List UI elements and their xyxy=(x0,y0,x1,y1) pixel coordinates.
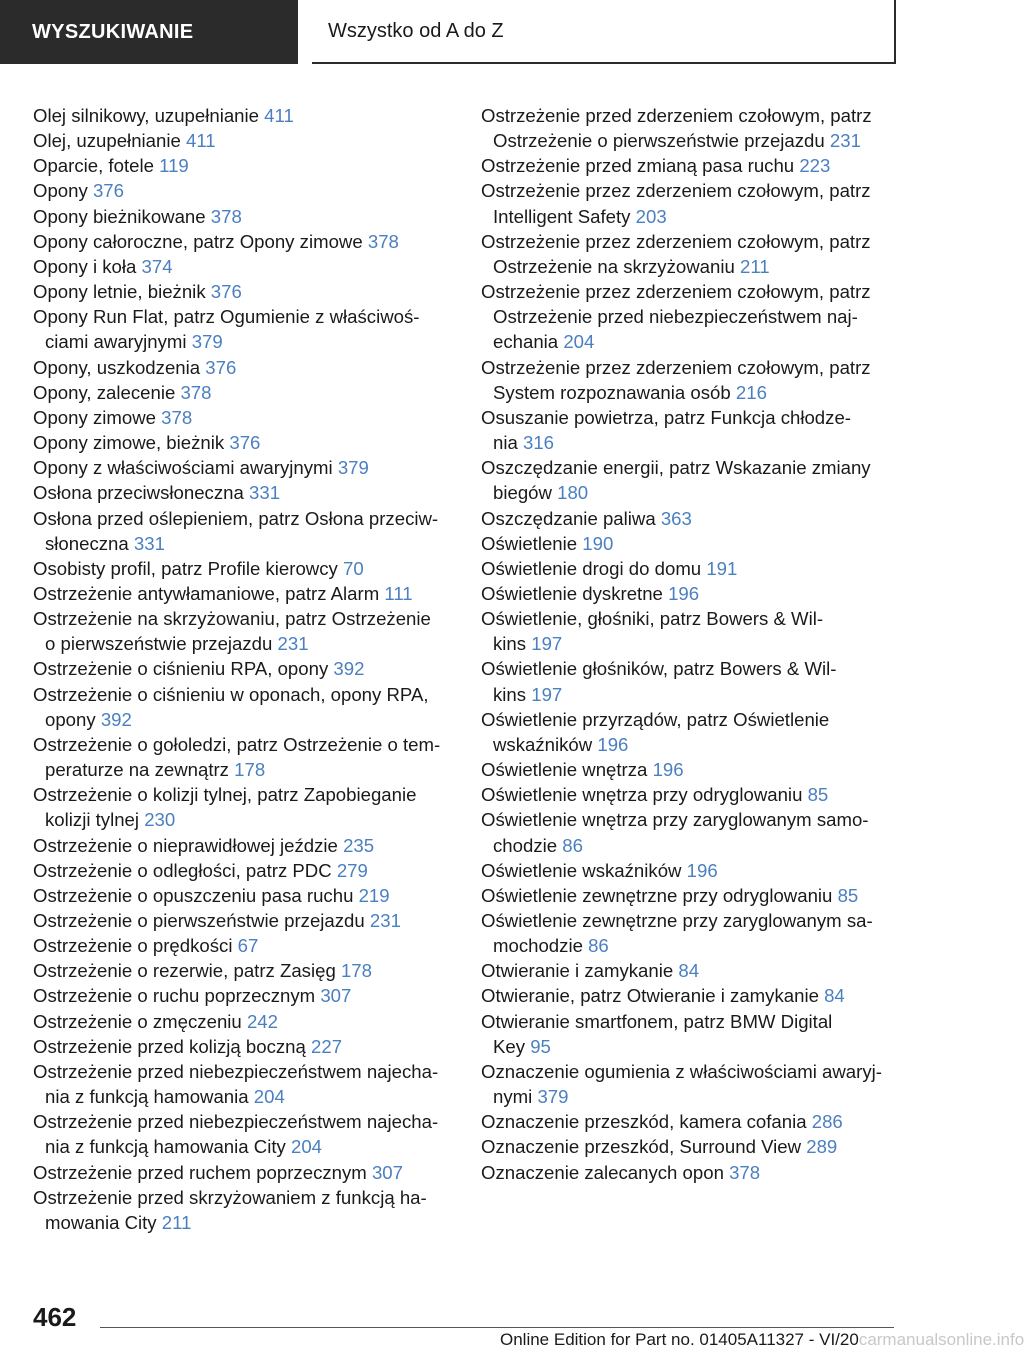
page-link[interactable]: 242 xyxy=(246,1010,278,1032)
page-link[interactable]: 85 xyxy=(807,784,829,806)
index-entry xyxy=(481,153,901,178)
entry-text: Osłona przed oślepieniem, patrz Osłona przeciw- xyxy=(33,507,439,529)
page-link[interactable]: 411 xyxy=(186,130,216,152)
entry-text: Oświetlenie zewnętrzne przy odryglowaniu xyxy=(481,884,833,906)
entry-text: Ostrzeżenie o rezerwie, patrz Zasięg xyxy=(33,960,336,982)
entry-text: Oświetlenie głośników, patrz Bowers & Wil- xyxy=(481,658,837,680)
entry-text: Ostrzeżenie o odległości, patrz PDC xyxy=(33,859,332,881)
index-entry xyxy=(481,757,901,782)
index-entry xyxy=(33,958,453,983)
page-link[interactable]: 219 xyxy=(358,884,390,906)
entry-text: Ostrzeżenie o gołoledzi, patrz Ostrzeżenie o tem- xyxy=(33,733,441,755)
index-entry xyxy=(33,1185,453,1235)
page-header xyxy=(0,0,960,66)
page-link[interactable]: 70 xyxy=(343,557,364,579)
entry-text: Oznaczenie przeszkód, Surround View xyxy=(481,1136,802,1158)
page-link[interactable]: 379 xyxy=(191,331,223,353)
page-link[interactable]: 196 xyxy=(597,733,629,755)
page-link[interactable]: 86 xyxy=(562,834,583,856)
index-column-left xyxy=(33,103,453,1235)
entry-text: biegów xyxy=(493,482,552,504)
page-link[interactable]: 316 xyxy=(523,432,555,454)
entry-text: Ostrzeżenie przed zmianą pasa ruchu xyxy=(481,155,795,177)
index-entry xyxy=(481,707,901,757)
index-entry xyxy=(481,858,901,883)
index-entry xyxy=(481,556,901,581)
page-link[interactable]: 378 xyxy=(210,205,242,227)
entry-text: Intelligent Safety xyxy=(493,205,631,227)
entry-text: Otwieranie smartfonem, patrz BMW Digital xyxy=(481,1010,833,1032)
entry-text: słoneczna xyxy=(45,532,129,554)
index-entry xyxy=(33,983,453,1008)
entry-text: Oświetlenie dyskretne xyxy=(481,582,663,604)
index-entry xyxy=(481,908,901,958)
entry-text: o pierwszeństwie przejazdu xyxy=(45,633,273,655)
page-link[interactable]: 374 xyxy=(141,255,173,277)
index-entry xyxy=(33,204,453,229)
entry-text: Ostrzeżenie o ciśnieniu w oponach, opony RPA, xyxy=(33,683,429,705)
entry-text: Ostrzeżenie przed ruchem poprzecznym xyxy=(33,1161,367,1183)
page-link[interactable]: 376 xyxy=(205,356,237,378)
page-link[interactable]: 392 xyxy=(100,708,132,730)
page-link[interactable]: 331 xyxy=(133,532,165,554)
page-link[interactable]: 178 xyxy=(340,960,372,982)
entry-text: Opony, uszkodzenia xyxy=(33,356,201,378)
entry-text: Ostrzeżenie przez zderzeniem czołowym, patrz xyxy=(481,281,871,303)
page-link[interactable]: 223 xyxy=(799,155,831,177)
index-entry xyxy=(481,531,901,556)
page-link[interactable]: 84 xyxy=(824,985,845,1007)
entry-text: Osobisty profil, patrz Profile kierowcy xyxy=(33,557,338,579)
entry-text: echania xyxy=(493,331,559,353)
entry-text: Oznaczenie zalecanych opon xyxy=(481,1161,724,1183)
entry-text: Opony xyxy=(33,180,88,202)
page-link[interactable]: 204 xyxy=(253,1086,285,1108)
index-entry xyxy=(481,606,901,656)
index-entry xyxy=(33,656,453,681)
entry-text: nymi xyxy=(493,1086,533,1108)
page-link[interactable]: 331 xyxy=(249,482,281,504)
entry-text: Oświetlenie wskaźników xyxy=(481,859,682,881)
entry-text: Ostrzeżenie antywłamaniowe, patrz Alarm xyxy=(33,582,380,604)
entry-text: chodzie xyxy=(493,834,558,856)
index-entry xyxy=(481,1160,901,1185)
page-link[interactable]: 211 xyxy=(740,255,770,277)
entry-text: nia xyxy=(493,432,518,454)
page-link[interactable]: 84 xyxy=(678,960,700,982)
index-entry xyxy=(33,782,453,832)
index-entry xyxy=(33,178,453,203)
entry-text: wskaźników xyxy=(493,733,593,755)
footer-divider xyxy=(100,1327,894,1328)
entry-text: Ostrzeżenie o pierwszeństwie przejazdu xyxy=(33,910,365,931)
index-entry xyxy=(33,304,453,354)
entry-text: Ostrzeżenie o ciśnieniu RPA, opony xyxy=(33,658,329,680)
index-entry xyxy=(481,405,901,455)
index-entry xyxy=(481,782,901,807)
entry-text: Ostrzeżenie przed skrzyżowaniem z funkcją ha- xyxy=(33,1186,427,1208)
index-entry xyxy=(481,455,901,505)
page-link[interactable]: 378 xyxy=(729,1161,761,1183)
entry-text: Oświetlenie wnętrza przy zaryglowanym samo- xyxy=(481,809,869,831)
index-entry xyxy=(33,355,453,380)
index-entry xyxy=(33,732,453,782)
page-link[interactable]: 227 xyxy=(311,1035,343,1057)
page-link[interactable]: 411 xyxy=(264,105,294,126)
page-link[interactable]: 376 xyxy=(229,432,261,454)
index-entry xyxy=(33,556,453,581)
page-link[interactable]: 231 xyxy=(369,910,401,931)
page-footer xyxy=(0,1290,1024,1362)
entry-text: Opony letnie, bieżnik xyxy=(33,281,206,303)
entry-text: Opony zimowe xyxy=(33,406,156,428)
index-entry xyxy=(481,581,901,606)
page-link[interactable]: 196 xyxy=(686,859,718,881)
index-entry xyxy=(33,279,453,304)
page-link[interactable]: 235 xyxy=(343,834,375,856)
index-entry xyxy=(33,833,453,858)
index-entry xyxy=(33,229,453,254)
entry-text: kins xyxy=(493,633,527,655)
entry-text: Opony, zalecenie xyxy=(33,381,176,403)
entry-text: Otwieranie i zamykanie xyxy=(481,960,674,982)
index-entry xyxy=(33,103,453,128)
index-entry xyxy=(33,480,453,505)
index-entry xyxy=(33,581,453,606)
index-entry xyxy=(33,254,453,279)
entry-text: Oświetlenie wnętrza xyxy=(481,759,648,781)
entry-text: Oznaczenie ogumienia z właściwościami awaryj- xyxy=(481,1060,882,1082)
page-link[interactable]: 67 xyxy=(237,935,259,957)
index-entry xyxy=(481,506,901,531)
entry-text: Ostrzeżenie przez zderzeniem czołowym, patrz xyxy=(481,230,871,252)
entry-text: mowania City xyxy=(45,1211,157,1233)
index-entry xyxy=(481,656,901,706)
page-link[interactable]: 180 xyxy=(557,482,589,504)
entry-text: peraturze na zewnątrz xyxy=(45,759,229,781)
page-link[interactable]: 204 xyxy=(563,331,595,353)
page-link[interactable]: 230 xyxy=(144,809,176,831)
page-link[interactable]: 203 xyxy=(635,205,667,227)
entry-text: Ostrzeżenie na skrzyżowaniu, patrz Ostrzeżenie xyxy=(33,608,431,630)
entry-text: Ostrzeżenie przed kolizją boczną xyxy=(33,1035,306,1057)
entry-text: mochodzie xyxy=(493,935,583,957)
entry-text: System rozpoznawania osób xyxy=(493,381,731,403)
index-entry xyxy=(33,908,453,933)
index-entry xyxy=(33,430,453,455)
index-entry xyxy=(33,1160,453,1185)
index-entry xyxy=(33,1109,453,1159)
entry-text: Ostrzeżenie o zmęczeniu xyxy=(33,1010,242,1032)
entry-text: Opony bieżnikowane xyxy=(33,205,206,227)
page-link[interactable]: 286 xyxy=(811,1111,843,1133)
entry-text: Oświetlenie xyxy=(481,532,578,554)
index-entry xyxy=(481,983,901,1008)
entry-text: Oznaczenie przeszkód, kamera cofania xyxy=(481,1111,807,1133)
entry-text: Ostrzeżenie o ruchu poprzecznym xyxy=(33,985,316,1007)
index-entry xyxy=(33,455,453,480)
page-link[interactable]: 190 xyxy=(582,532,614,554)
page-link[interactable]: 378 xyxy=(180,381,212,403)
index-entry xyxy=(33,858,453,883)
index-entry xyxy=(33,606,453,656)
page-link[interactable]: 231 xyxy=(277,633,309,655)
entry-text: Otwieranie, patrz Otwieranie i zamykanie xyxy=(481,985,819,1007)
index-entry xyxy=(481,355,901,405)
entry-text: Ostrzeżenie przed zderzeniem czołowym, patrz xyxy=(481,105,872,126)
page-link[interactable]: 95 xyxy=(530,1035,551,1057)
entry-text: Opony Run Flat, patrz Ogumienie z właściwoś- xyxy=(33,306,420,328)
entry-text: Ostrzeżenie na skrzyżowaniu xyxy=(493,255,735,277)
entry-text: Ostrzeżenie o pierwszeństwie przejazdu xyxy=(493,130,825,152)
page-link[interactable]: 379 xyxy=(337,457,369,479)
entry-text: Ostrzeżenie przez zderzeniem czołowym, patrz xyxy=(481,180,871,202)
page-link[interactable]: 307 xyxy=(371,1161,403,1183)
entry-text: Oświetlenie wnętrza przy odryglowaniu xyxy=(481,784,803,806)
page-link[interactable]: 191 xyxy=(706,557,738,579)
entry-text: Ostrzeżenie przed niebezpieczeństwem najecha- xyxy=(33,1060,439,1082)
entry-text: Oszczędzanie paliwa xyxy=(481,507,656,529)
index-entry xyxy=(33,506,453,556)
index-entry xyxy=(481,178,901,228)
section-tab xyxy=(0,0,298,64)
page-link[interactable]: 289 xyxy=(806,1136,838,1158)
index-entry xyxy=(33,883,453,908)
entry-text: Osłona przeciwsłoneczna xyxy=(33,482,244,504)
edition-text: Online Edition for Part no. 01405A11327 - VI/20 xyxy=(500,1330,859,1349)
index-entry xyxy=(33,1059,453,1109)
page-link[interactable]: 197 xyxy=(531,633,563,655)
entry-text: Olej silnikowy, uzupełnianie xyxy=(33,105,259,126)
page-link[interactable]: 231 xyxy=(829,130,861,152)
page-link[interactable]: 204 xyxy=(290,1136,323,1158)
index-entry xyxy=(481,103,901,153)
page-link[interactable]: 119 xyxy=(159,155,189,177)
index-entry xyxy=(481,958,901,983)
page-link[interactable]: 378 xyxy=(367,230,399,252)
index-entry xyxy=(33,933,453,958)
entry-text: nia z funkcją hamowania xyxy=(45,1086,249,1108)
index-entry xyxy=(33,682,453,732)
index-entry xyxy=(481,883,901,908)
entry-text: Opony z właściwościami awaryjnymi xyxy=(33,457,333,479)
entry-text: Ostrzeżenie o nieprawidłowej jeździe xyxy=(33,834,338,856)
entry-text: Opony zimowe, bieżnik xyxy=(33,432,225,454)
entry-text: ciami awaryjnymi xyxy=(45,331,187,353)
page-link[interactable]: 85 xyxy=(837,884,859,906)
page-link[interactable]: 378 xyxy=(161,406,193,428)
index-entry xyxy=(481,1059,901,1109)
page-link[interactable]: 376 xyxy=(210,281,242,303)
entry-text: Oświetlenie zewnętrzne przy zaryglowanym sa- xyxy=(481,910,873,931)
entry-text: Key xyxy=(493,1035,526,1057)
page-link[interactable]: 392 xyxy=(333,658,365,680)
index-entry xyxy=(481,279,901,354)
index-column-right xyxy=(481,103,901,1185)
entry-text: Ostrzeżenie o opuszczeniu pasa ruchu xyxy=(33,884,354,906)
page-link[interactable]: 307 xyxy=(320,985,352,1007)
entry-text: Olej, uzupełnianie xyxy=(33,130,181,152)
index-entry xyxy=(481,229,901,279)
watermark-text: carmanualsonline.info xyxy=(858,1330,1024,1349)
entry-text: Oświetlenie przyrządów, patrz Oświetlenie xyxy=(481,708,830,730)
entry-text: Opony całoroczne, patrz Opony zimowe xyxy=(33,230,363,252)
index-entry xyxy=(481,1134,901,1159)
page-link[interactable]: 363 xyxy=(660,507,692,529)
index-entry xyxy=(33,128,453,153)
section-title: WYSZUKIWANIE xyxy=(32,20,194,43)
chapter-tab xyxy=(312,0,896,64)
page-link[interactable]: 111 xyxy=(384,582,413,604)
entry-text: nia z funkcją hamowania City xyxy=(45,1136,286,1158)
entry-text: Ostrzeżenie przed niebezpieczeństwem najecha- xyxy=(33,1111,439,1133)
index-entry xyxy=(481,1009,901,1059)
entry-text: Oszczędzanie energii, patrz Wskazanie zmiany xyxy=(481,457,871,479)
entry-text: Oświetlenie drogi do domu xyxy=(481,557,702,579)
index-entry xyxy=(33,380,453,405)
entry-text: opony xyxy=(45,708,96,730)
entry-text: Opony i koła xyxy=(33,255,137,277)
page-link[interactable]: 86 xyxy=(588,935,609,957)
entry-text: Ostrzeżenie o kolizji tylnej, patrz Zapobieganie xyxy=(33,784,417,806)
page-link[interactable]: 279 xyxy=(336,859,368,881)
page-link[interactable]: 196 xyxy=(652,759,684,781)
page-number: 462 xyxy=(33,1302,77,1332)
entry-text: Ostrzeżenie o prędkości xyxy=(33,935,233,957)
edition-line xyxy=(500,1330,1024,1350)
entry-text: Osuszanie powietrza, patrz Funkcja chłodze- xyxy=(481,406,851,428)
index-entry xyxy=(481,1109,901,1134)
page-link[interactable]: 196 xyxy=(668,582,700,604)
index-entry xyxy=(33,405,453,430)
index-entry xyxy=(33,1034,453,1059)
entry-text: Ostrzeżenie przed niebezpieczeństwem naj- xyxy=(493,306,858,328)
index-entry xyxy=(33,1009,453,1034)
chapter-title: Wszystko od A do Z xyxy=(328,19,504,42)
page-link[interactable]: 216 xyxy=(735,381,767,403)
entry-text: Oparcie, fotele xyxy=(33,155,154,177)
entry-text: kins xyxy=(493,683,527,705)
page-link[interactable]: 379 xyxy=(537,1086,569,1108)
page-link[interactable]: 211 xyxy=(161,1211,192,1233)
index-entry xyxy=(33,153,453,178)
page-link[interactable]: 197 xyxy=(531,683,563,705)
entry-text: Oświetlenie, głośniki, patrz Bowers & Wil- xyxy=(481,608,824,630)
page-link[interactable]: 178 xyxy=(234,759,266,781)
page-link[interactable]: 376 xyxy=(92,180,124,202)
index-entry xyxy=(481,807,901,857)
entry-text: kolizji tylnej xyxy=(45,809,140,831)
entry-text: Ostrzeżenie przez zderzeniem czołowym, patrz xyxy=(481,356,871,378)
